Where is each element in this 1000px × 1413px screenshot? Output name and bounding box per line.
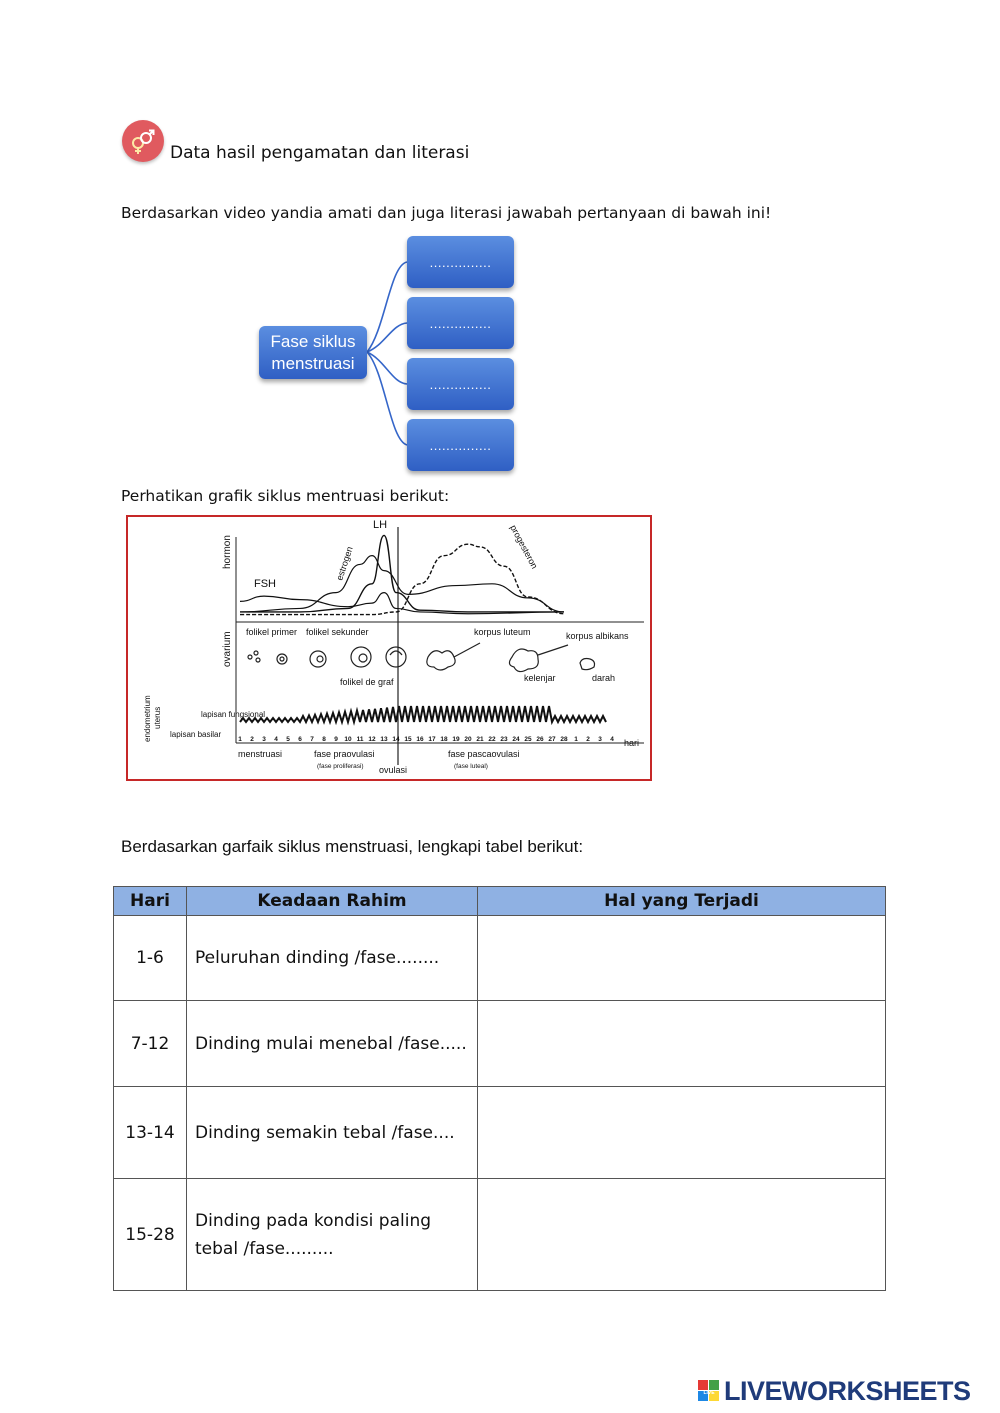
menstrual-cycle-svg: [128, 517, 650, 779]
cell-answer-input[interactable]: [478, 1179, 886, 1291]
cell-keadaan: Dinding semakin tebal /fase....: [187, 1087, 478, 1179]
endo-label-fungsional: lapisan fungsional: [201, 710, 266, 719]
day-tick-label: 1: [238, 736, 242, 743]
day-tick-label: 11: [356, 736, 364, 743]
day-tick-label: 4: [274, 736, 278, 743]
ovary-label-luteum: korpus luteum: [474, 627, 531, 637]
phase-luteal: (fase luteal): [454, 763, 488, 770]
curve-label-estrogen: estrogen: [334, 545, 355, 582]
table-header-row: [114, 887, 886, 916]
day-tick-label: 22: [488, 736, 496, 743]
mindmap-answer-box-3[interactable]: ...............: [407, 358, 514, 410]
day-tick-label: 14: [392, 736, 400, 743]
day-tick-label: 16: [416, 736, 424, 743]
day-tick-label: 17: [428, 736, 436, 743]
endo-label-basilar: lapisan basilar: [170, 730, 222, 739]
logo-mark-text: LIVE: [703, 1390, 715, 1396]
day-tick-label: 13: [380, 736, 388, 743]
day-ticks: [238, 736, 614, 743]
cell-hari: 13-14: [114, 1087, 187, 1179]
cell-answer-input[interactable]: [478, 1001, 886, 1087]
day-tick-label: 5: [286, 736, 290, 743]
day-tick-label: 3: [262, 736, 266, 743]
day-tick-label: 24: [512, 736, 520, 743]
mindmap-answer-box-4[interactable]: ...............: [407, 419, 514, 471]
row-label-uterus: uterus: [153, 706, 162, 729]
table-instruction: Berdasarkan garfaik siklus menstruasi, lengkapi tabel berikut:: [121, 837, 584, 856]
day-tick-label: 12: [368, 736, 376, 743]
cycle-table: [113, 886, 886, 1291]
phase-pascaovulasi: fase pascaovulasi: [448, 749, 520, 759]
menstrual-cycle-chart: [126, 515, 652, 781]
cell-keadaan: Peluruhan dinding /fase........: [187, 916, 478, 1001]
intro-instruction: Berdasarkan video yandia amati dan juga literasi jawabah pertanyaan di bawah ini!: [121, 204, 772, 222]
connector-4: [367, 352, 407, 445]
mindmap-answer-box-1[interactable]: ...............: [407, 236, 514, 288]
row-label-ovarium: ovarium: [222, 631, 233, 667]
endometrium-wave: [240, 706, 606, 722]
day-tick-label: 19: [452, 736, 460, 743]
day-tick-label: 21: [476, 736, 484, 743]
cell-answer-input[interactable]: [478, 1087, 886, 1179]
series-line-fsh: [240, 593, 564, 614]
mindmap-answer-box-2[interactable]: ...............: [407, 297, 514, 349]
curve-label-progesteron: progesteron: [508, 523, 540, 571]
chart-instruction: Perhatikan grafik siklus mentruasi berikut:: [121, 487, 450, 505]
section-title: Data hasil pengamatan dan literasi: [170, 143, 470, 163]
cell-hari: 15-28: [114, 1179, 187, 1291]
table-row: [114, 1001, 886, 1087]
day-tick-label: 9: [334, 736, 338, 743]
day-tick-label: 28: [560, 736, 568, 743]
table-row: [114, 1087, 886, 1179]
liveworksheets-logo-icon: [698, 1380, 720, 1402]
day-tick-label: 4: [610, 736, 614, 743]
phase-menstruasi: menstruasi: [238, 749, 283, 759]
cell-answer-input[interactable]: [478, 916, 886, 1001]
row-label-endometrium: endometrium: [143, 695, 152, 742]
curve-label-lh: LH: [373, 519, 388, 531]
series-line-lh: [240, 535, 564, 612]
header-hari: Hari: [114, 887, 187, 916]
liveworksheets-logo[interactable]: LIVEWORKSHEETS: [724, 1376, 971, 1406]
day-tick-label: 10: [344, 736, 352, 743]
day-tick-label: 8: [322, 736, 326, 743]
ovary-follicle-drawings: [248, 643, 595, 672]
ovary-label-primer: folikel primer: [246, 627, 298, 637]
day-tick-label: 1: [574, 736, 578, 743]
header-terjadi: Hal yang Terjadi: [478, 887, 886, 916]
day-tick-label: 3: [598, 736, 602, 743]
day-tick-label: 2: [250, 736, 254, 743]
cell-keadaan: Dinding mulai menebal /fase.....: [187, 1001, 478, 1087]
cell-hari: 7-12: [114, 1001, 187, 1087]
day-tick-label: 27: [548, 736, 556, 743]
cell-keadaan: Dinding pada kondisi paling tebal /fase.........: [187, 1179, 478, 1291]
day-tick-label: 23: [500, 736, 508, 743]
ovary-label-kelenjar: kelenjar: [524, 673, 556, 683]
curve-label-fsh: FSH: [254, 578, 276, 590]
day-tick-label: 26: [536, 736, 544, 743]
mindmap-center-node: Fase siklus menstruasi: [259, 326, 367, 379]
series-line-progesteron: [240, 544, 564, 614]
series-line-estrogen: [240, 556, 564, 612]
connector-2: [367, 323, 407, 352]
day-tick-label: 2: [586, 736, 590, 743]
day-tick-label: 20: [464, 736, 472, 743]
x-unit-label: hari: [624, 738, 640, 748]
table-row: [114, 916, 886, 1001]
day-tick-label: 7: [310, 736, 314, 743]
day-tick-label: 15: [404, 736, 412, 743]
cell-hari: 1-6: [114, 916, 187, 1001]
ovary-label-albikans: korpus albikans: [566, 631, 629, 641]
hormone-curves: [240, 535, 564, 614]
table-row: [114, 1179, 886, 1291]
row-label-hormon: hormon: [222, 535, 233, 569]
day-tick-label: 25: [524, 736, 532, 743]
day-tick-label: 6: [298, 736, 302, 743]
header-keadaan: Keadaan Rahim: [187, 887, 478, 916]
day-tick-label: 18: [440, 736, 448, 743]
phase-ovulasi: ovulasi: [379, 765, 408, 775]
phase-proliferasi: (fase proliferasi): [317, 763, 364, 770]
connector-3: [367, 352, 407, 384]
ovary-label-sekunder: folikel sekunder: [306, 627, 369, 637]
connector-1: [367, 262, 407, 352]
ovary-label-darah: darah: [592, 673, 616, 683]
ovary-label-degraf: folikel de graf: [340, 677, 394, 687]
phase-praovulasi: fase praovulasi: [314, 749, 375, 759]
